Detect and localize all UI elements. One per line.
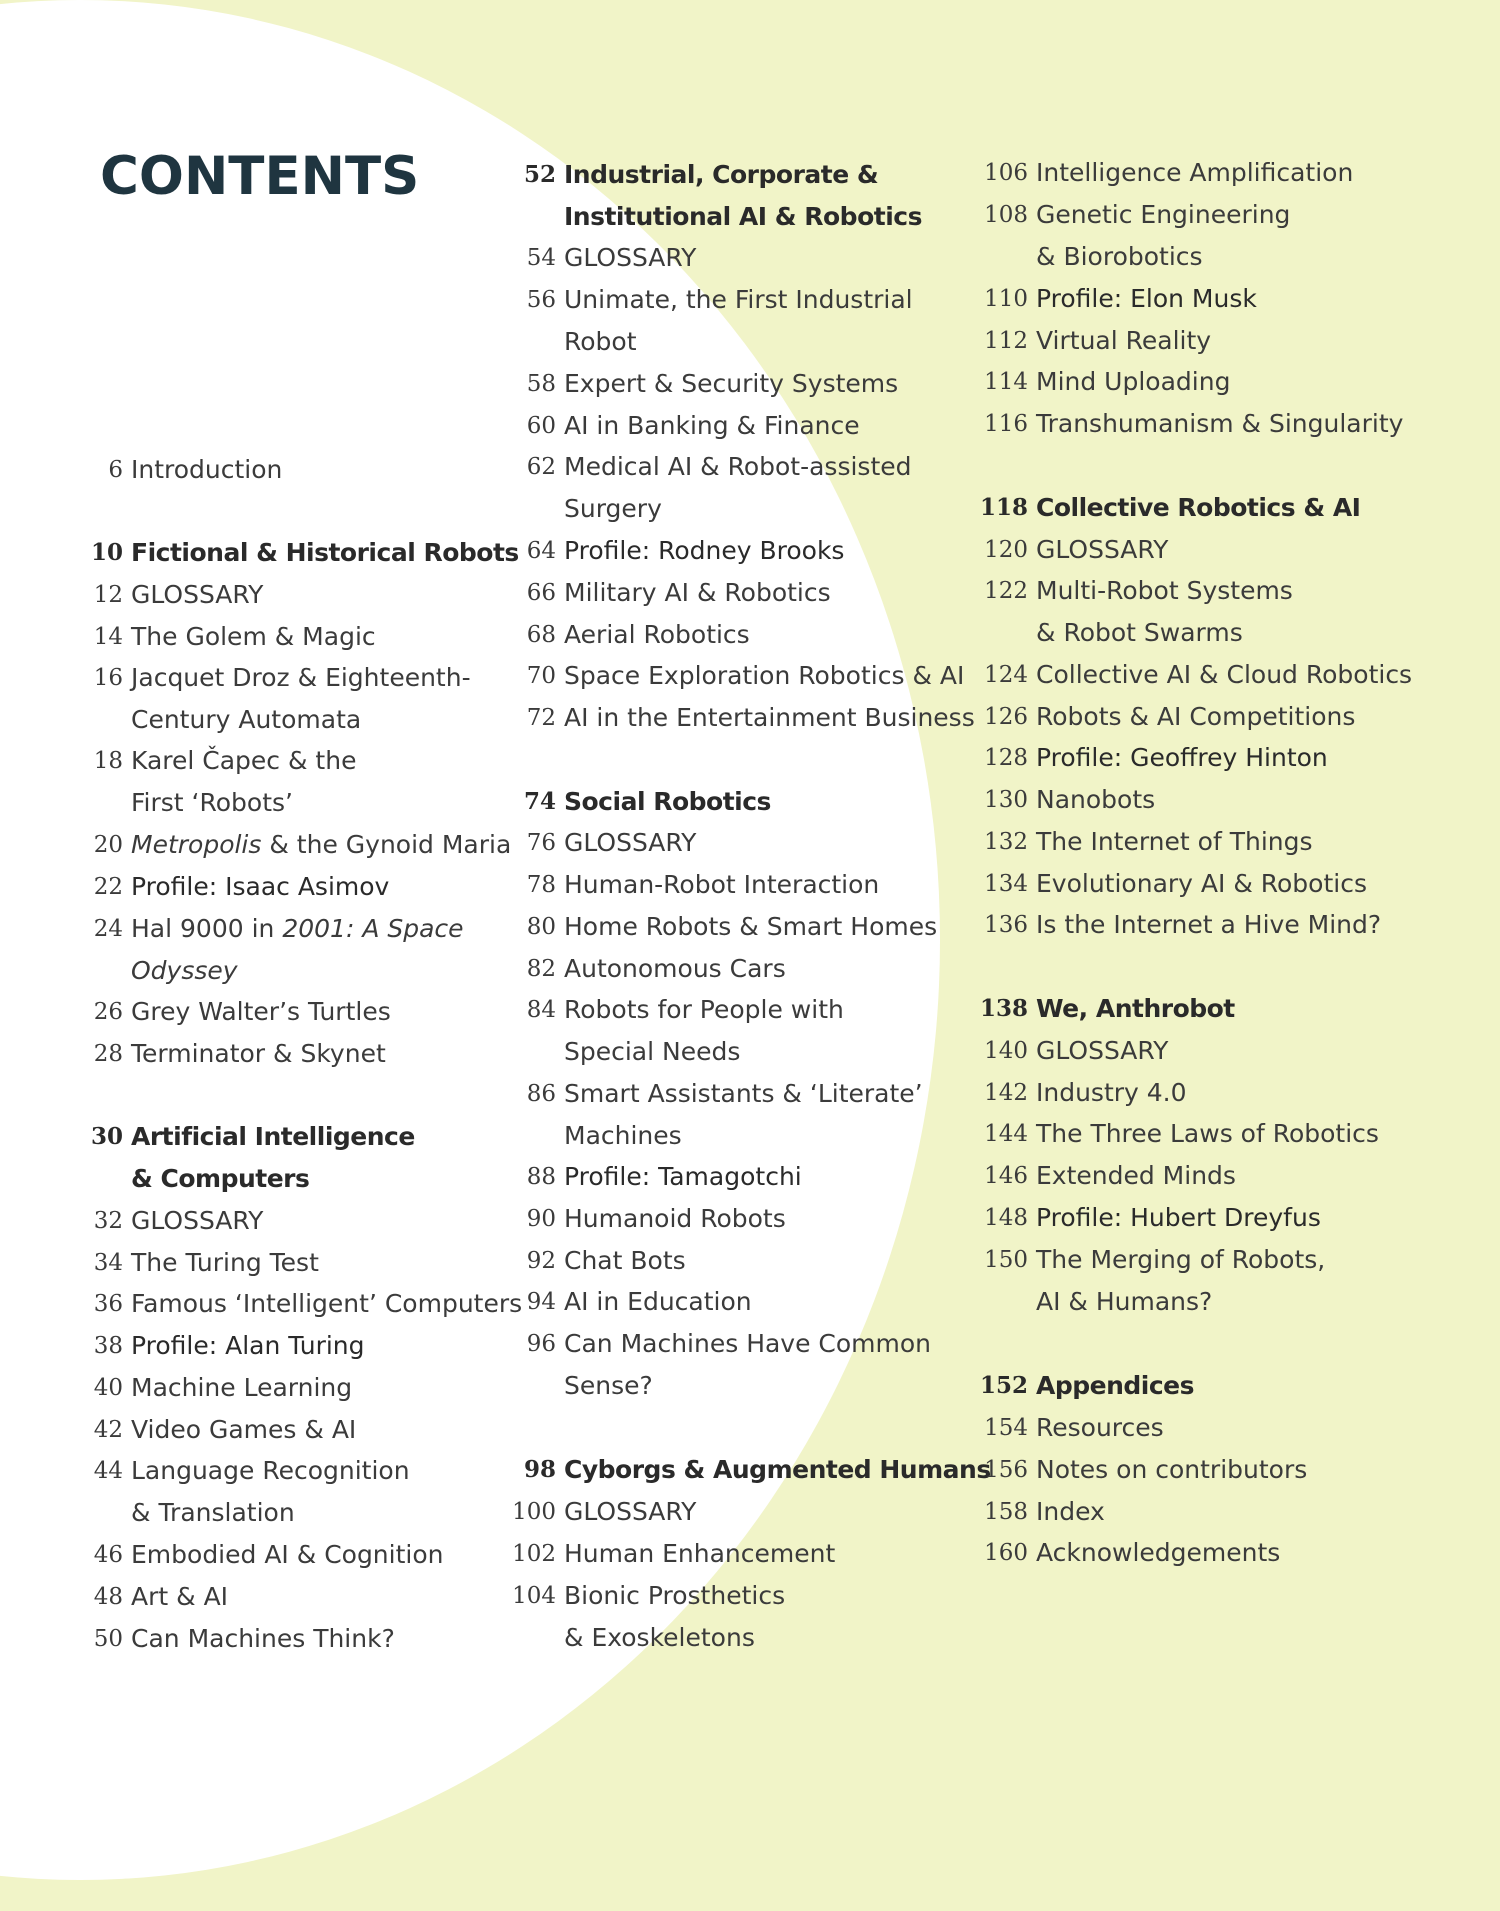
entry-title-line: Industrial, Corporate & [564,160,879,189]
entry-title [1036,529,1168,571]
entry-title-line: GLOSSARY [131,580,264,609]
page-number: 130 [984,787,1028,813]
entry-title-line: Social Robotics [564,787,771,816]
entry-title [564,781,771,823]
entry-title [564,1281,752,1323]
entry-title [131,616,376,658]
entry-title-line: GLOSSARY [564,1497,697,1526]
entry-title [564,1323,931,1407]
entry-title [1036,1072,1187,1114]
entry-title-line: Introduction [131,455,283,484]
page-number: 100 [512,1499,556,1525]
page-number: 88 [526,1164,556,1190]
entry-title-line: AI & Humans? [1036,1287,1213,1316]
entry-title-line: The Golem & Magic [131,622,376,651]
page-number: 124 [984,662,1028,688]
entry-title-line: Space Exploration Robotics & AI [564,661,965,690]
page-number: 110 [984,286,1028,312]
entry-title [1036,361,1230,403]
page-number: 56 [526,287,556,313]
page-number: 120 [984,537,1028,563]
entry-title [1036,1030,1168,1072]
italic-title: Odyssey [131,956,238,985]
page-number: 44 [93,1458,123,1484]
page-number: 116 [984,411,1028,437]
page-number: 92 [526,1248,556,1274]
entry-title [1036,988,1235,1030]
entry-title [564,948,786,990]
page-number: 102 [512,1541,556,1567]
entry-title [1036,779,1155,821]
entry-title-line: Evolutionary AI & Robotics [1036,869,1367,898]
entry-title [564,1575,785,1659]
entry-title [1036,570,1293,654]
entry-title [1036,320,1211,362]
entry-title [1036,821,1313,863]
entry-title [564,614,750,656]
page-number: 24 [93,916,123,942]
entry-title-line: GLOSSARY [564,828,697,857]
page-number: 52 [523,161,556,188]
entry-title [564,989,844,1073]
entry-title-line: Fictional & Historical Robots [131,538,519,567]
page-number: 68 [526,622,556,648]
entry-title-line: Famous ‘Intelligent’ Computers [131,1289,523,1318]
entry-title-line: Appendices [1036,1371,1195,1400]
page-number: 20 [93,832,123,858]
page-number: 12 [93,582,123,608]
entry-title [1036,863,1367,905]
page-number: 160 [984,1540,1028,1566]
entry-title-line: Extended Minds [1036,1161,1236,1190]
italic-title: 2001: A Space [282,914,464,943]
entry-title [1036,194,1290,278]
entry-title [564,1156,802,1198]
page-number: 58 [526,371,556,397]
entry-title [1036,1239,1325,1323]
page-number: 32 [93,1208,123,1234]
entry-title-line: Autonomous Cars [564,954,786,983]
entry-title-line: Cyborgs & Augmented Humans [564,1455,991,1484]
entry-title-line: Intelligence Amplification [1036,158,1354,187]
page-number: 90 [526,1206,556,1232]
entry-title [131,1618,395,1660]
entry-title [1036,737,1328,779]
entry-title [1036,1365,1194,1407]
entry-title-line: Resources [1036,1413,1164,1442]
entry-title-line: The Turing Test [131,1248,319,1277]
entry-title-line: Acknowledgements [1036,1538,1281,1567]
entry-title [131,1283,522,1325]
page-number: 136 [984,912,1028,938]
page-number: 70 [526,663,556,689]
entry-title-line: Collective Robotics & AI [1036,493,1361,522]
page-number: 78 [526,872,556,898]
entry-title-line: AI in Education [564,1287,752,1316]
page-number: 138 [980,995,1029,1022]
entry-title-line: & Biorobotics [1036,242,1203,271]
entry-title [564,405,860,447]
page-number: 60 [526,413,556,439]
entry-title-line: AI in Banking & Finance [564,411,860,440]
entry-title-line: The Three Laws of Robotics [1036,1119,1379,1148]
entry-title [564,154,922,238]
entry-title [1036,1532,1280,1574]
entry-title-line: Profile: Geoffrey Hinton [1036,743,1328,772]
entry-title-line: Machines [564,1121,682,1150]
entry-title [131,532,519,574]
entry-title [1036,1407,1164,1449]
page-title: CONTENTS [100,146,420,207]
page-number: 14 [93,624,123,650]
page-number: 158 [984,1499,1028,1525]
page-number: 16 [93,665,123,691]
entry-title-line: GLOSSARY [1036,1036,1169,1065]
entry-title [131,991,391,1033]
page-number: 104 [512,1583,556,1609]
entry-title [131,1367,352,1409]
entry-title-line: Nanobots [1036,785,1156,814]
entry-title-line: Profile: Rodney Brooks [564,536,845,565]
entry-title [1036,487,1361,529]
page-number: 108 [984,202,1028,228]
page-number: 122 [984,578,1028,604]
italic-title: Metropolis [131,830,262,859]
page-number: 86 [526,1081,556,1107]
page-number: 50 [93,1626,123,1652]
entry-title [564,822,696,864]
entry-title-line: Human Enhancement [564,1539,836,1568]
entry-title-line: Mind Uploading [1036,367,1231,396]
entry-title-line: Expert & Security Systems [564,369,899,398]
entry-title [131,1325,365,1367]
entry-title [564,1240,686,1282]
page-number: 94 [526,1289,556,1315]
entry-title-line: Surgery [564,494,662,523]
page-number: 82 [526,956,556,982]
entry-title [564,279,913,363]
page-number: 84 [526,997,556,1023]
page-number: 22 [93,874,123,900]
entry-title [131,1116,415,1200]
entry-title [564,864,879,906]
entry-title-line: Transhumanism & Singularity [1036,409,1404,438]
page-number: 106 [984,160,1028,186]
page-number: 26 [93,999,123,1025]
page-number: 132 [984,829,1028,855]
page-number: 112 [984,328,1028,354]
entry-title-line: Aerial Robotics [564,620,750,649]
entry-title-line: Unimate, the First Industrial [564,285,913,314]
entry-title-line: Language Recognition [131,1456,410,1485]
entry-title-line: Human-Robot Interaction [564,870,880,899]
entry-title [564,1491,696,1533]
entry-title-line: Profile: Hubert Dreyfus [1036,1203,1321,1232]
page-number: 38 [93,1333,123,1359]
entry-title-line: & Robot Swarms [1036,618,1243,647]
page-number: 152 [980,1372,1029,1399]
page-number: 140 [984,1038,1028,1064]
entry-title-line: We, Anthrobot [1036,994,1235,1023]
entry-title-line: Index [1036,1497,1105,1526]
entry-title-line: Profile: Tamagotchi [564,1162,802,1191]
entry-title-line: Century Automata [131,705,362,734]
entry-title-line: Video Games & AI [131,1415,357,1444]
entry-title-line: AI in the Entertainment Business [564,703,975,732]
page-number: 150 [984,1247,1028,1273]
entry-title [131,824,511,866]
entry-title-line: & Translation [131,1498,295,1527]
entry-title-line: Terminator & Skynet [131,1039,386,1068]
entry-title-line: Artificial Intelligence [131,1122,415,1151]
entry-title [131,1534,444,1576]
entry-title [1036,654,1412,696]
page-number: 30 [90,1123,123,1150]
page-number: 154 [984,1415,1028,1441]
entry-title-line: Machine Learning [131,1373,353,1402]
entry-title-line: Embodied AI & Cognition [131,1540,444,1569]
page-number: 6 [108,457,123,483]
entry-title [564,697,975,739]
entry-title [131,1576,228,1618]
entry-title-line: Multi-Robot Systems [1036,576,1293,605]
entry-title [1036,278,1257,320]
entry-title [1036,1491,1105,1533]
page-number: 144 [984,1121,1028,1147]
entry-title [1036,152,1353,194]
page-number: 146 [984,1163,1028,1189]
page-number: 80 [526,914,556,940]
entry-title-line: GLOSSARY [131,1206,264,1235]
entry-title-line: Virtual Reality [1036,326,1212,355]
entry-title [564,1198,786,1240]
page-number: 64 [526,538,556,564]
entry-title [131,866,389,908]
entry-title [564,655,964,697]
entry-title-line: Hal 9000 in 2001: A Space [131,914,464,943]
entry-title-line: Can Machines Have Common [564,1329,932,1358]
page-number: 128 [984,745,1028,771]
entry-title-line: Collective AI & Cloud Robotics [1036,660,1413,689]
entry-title-line: Can Machines Think? [131,1624,395,1653]
entry-title [564,446,912,530]
entry-title-line: Profile: Elon Musk [1036,284,1257,313]
entry-title-line: Profile: Isaac Asimov [131,872,390,901]
entry-title-line: The Internet of Things [1036,827,1313,856]
entry-title [1036,1155,1236,1197]
entry-title-line: GLOSSARY [564,243,697,272]
page-number: 36 [93,1291,123,1317]
entry-title-line: Smart Assistants & ‘Literate’ [564,1079,923,1108]
entry-title-line: Bionic Prosthetics [564,1581,786,1610]
page-number: 66 [526,580,556,606]
entry-title-line: Chat Bots [564,1246,686,1275]
entry-title [131,657,471,741]
entry-title [564,237,696,279]
entry-title [1036,1113,1379,1155]
page-number: 148 [984,1205,1028,1231]
entry-title [564,906,937,948]
page-number: 46 [93,1542,123,1568]
entry-title-line: Military AI & Robotics [564,578,831,607]
entry-title-line: Robots & AI Competitions [1036,702,1356,731]
entry-title [564,1533,835,1575]
page-number: 62 [526,454,556,480]
page-number: 18 [93,748,123,774]
entry-title-line: Is the Internet a Hive Mind? [1036,910,1382,939]
entry-title [564,572,831,614]
page-number: 10 [90,539,123,566]
page-number: 48 [93,1584,123,1610]
entry-title [131,1450,410,1534]
entry-title [1036,1449,1307,1491]
entry-title [1036,1197,1321,1239]
entry-title-line: Home Robots & Smart Homes [564,912,938,941]
entry-title [131,1242,319,1284]
entry-title [131,1409,356,1451]
entry-title-line: Robots for People with [564,995,844,1024]
entry-title-line: Jacquet Droz & Eighteenth- [131,663,471,692]
page-number: 142 [984,1080,1028,1106]
entry-title-line: Medical AI & Robot-assisted [564,452,912,481]
entry-title [131,1200,263,1242]
entry-title-line: Profile: Alan Turing [131,1331,365,1360]
page-number: 28 [93,1041,123,1067]
entry-title-line: Humanoid Robots [564,1204,786,1233]
entry-title-line: Sense? [564,1371,653,1400]
page-number: 42 [93,1417,123,1443]
page-number: 34 [93,1250,123,1276]
entry-title-line: Special Needs [564,1037,741,1066]
page-number: 98 [523,1456,556,1483]
entry-title-line: Karel Čapec & the [131,746,357,775]
entry-title [131,574,263,616]
page-number: 134 [984,871,1028,897]
entry-title [131,908,464,992]
entry-title [564,363,898,405]
entry-title-line: Metropolis & the Gynoid Maria [131,830,512,859]
entry-title-line: First ‘Robots’ [131,788,293,817]
entry-title [1036,696,1355,738]
entry-title [131,1033,386,1075]
page-number: 76 [526,830,556,856]
entry-title-line: Notes on contributors [1036,1455,1308,1484]
page-number: 72 [526,705,556,731]
entry-title-line: & Computers [131,1164,310,1193]
page-number: 156 [984,1457,1028,1483]
entry-title-line: Institutional AI & Robotics [564,202,922,231]
entry-title-line: Grey Walter’s Turtles [131,997,391,1026]
entry-title-line: Industry 4.0 [1036,1078,1187,1107]
page-number: 74 [523,788,556,815]
entry-title [131,449,282,491]
entry-title-line: GLOSSARY [1036,535,1169,564]
entry-title-line: Genetic Engineering [1036,200,1291,229]
page-number: 96 [526,1331,556,1357]
page-number: 114 [984,369,1028,395]
page-number: 54 [526,245,556,271]
entry-title-line: Art & AI [131,1582,229,1611]
entry-title [564,1073,923,1157]
entry-title-line: Robot [564,327,637,356]
entry-title [1036,904,1381,946]
entry-title-line: & Exoskeletons [564,1623,755,1652]
entry-title [1036,403,1403,445]
page-number: 118 [980,494,1029,521]
page-number: 40 [93,1375,123,1401]
entry-title-line: The Merging of Robots, [1036,1245,1326,1274]
page-number: 126 [984,704,1028,730]
entry-title [564,1449,991,1491]
entry-title [131,740,356,824]
entry-title-line [131,950,464,992]
entry-title [564,530,844,572]
